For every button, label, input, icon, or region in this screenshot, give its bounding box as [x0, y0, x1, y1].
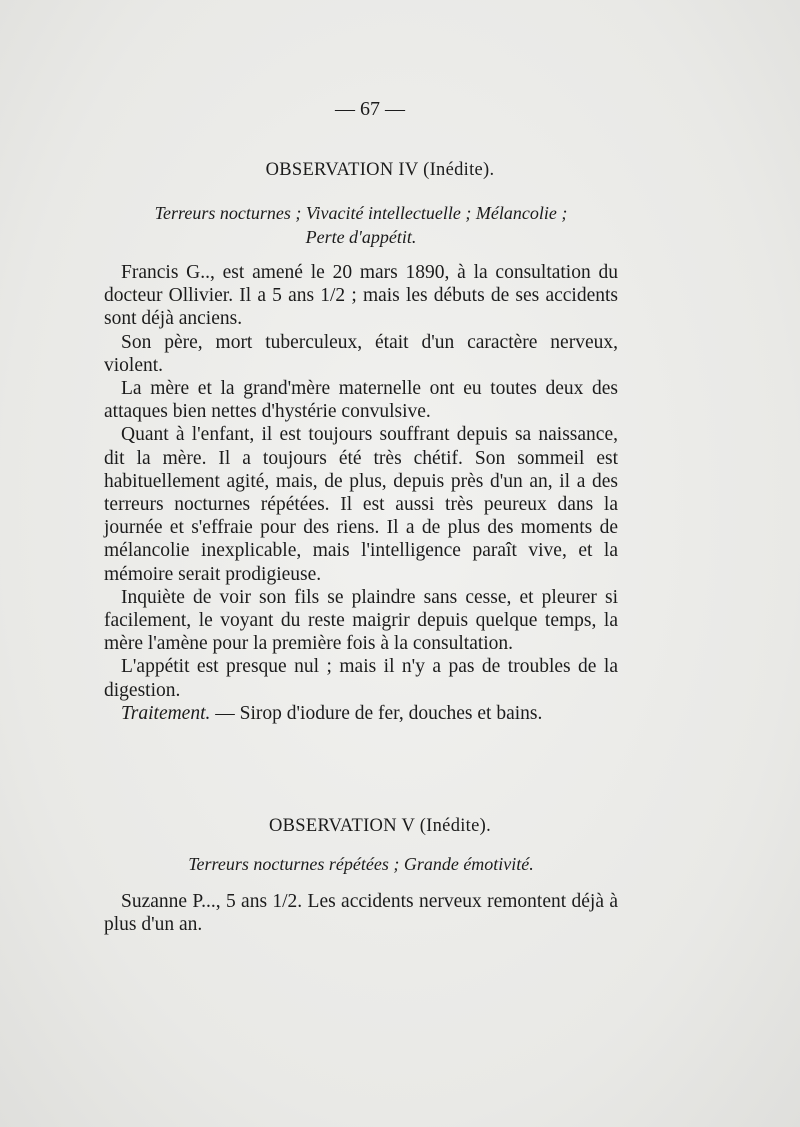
observation-4-subtitle-line2: Perte d'appétit.: [305, 227, 417, 247]
paragraph: L'appétit est presque nul ; mais il n'y a pas de troubles de la digestion.: [104, 656, 618, 701]
observation-5-subtitle: Terreurs nocturnes répétées ; Grande émotivité.: [188, 854, 534, 874]
observation-4-heading: OBSERVATION IV (Inédite).: [265, 160, 495, 180]
observation-5-heading: OBSERVATION V (Inédite).: [268, 816, 492, 836]
treatment-text: — Sirop d'iodure de fer, douches et bains.: [210, 702, 543, 724]
observation-4-subtitle: [104, 201, 618, 249]
treatment-label: Traitement.: [121, 702, 211, 724]
paragraph: Inquiète de voir son fils se plaindre sans cesse, et pleurer si facilement, le voyant du reste maigrir depuis quelque temps, la mère l'amène pour la première fois à la consultation.: [104, 586, 618, 655]
paragraph: Son père, mort tuberculeux, était d'un caractère nerveux, violent.: [104, 331, 618, 376]
observation-4-body: [104, 261, 618, 725]
paragraph: Quant à l'enfant, il est toujours souffrant depuis sa naissance, dit la mère. Il a toujours été très chétif. Son sommeil est habituellement agité, mais, de plus, depuis près d'un an, il a des terreurs nocturnes répétées. Il est aussi très peureux dans la journée et s'effraie pour des riens. Il a de plus des moments de mélancolie inexplicable, mais l'intelligence paraît vive, et la mémoire serait prodigieuse.: [104, 424, 618, 585]
page-number: — 67 —: [335, 98, 405, 120]
paragraph: Francis G.., est amené le 20 mars 1890, à la consultation du docteur Ollivier. Il a 5 ans 1/2 ; mais les débuts de ses accidents sont déjà anciens.: [104, 262, 618, 330]
treatment-paragraph: [104, 702, 618, 725]
observation-5-body: [104, 890, 618, 936]
paragraph: Suzanne P..., 5 ans 1/2. Les accidents nerveux remontent déjà à plus d'un an.: [104, 891, 618, 936]
paragraph: La mère et la grand'mère maternelle ont eu toutes deux des attaques bien nettes d'hystérie convulsive.: [104, 378, 618, 423]
observation-4-subtitle-line1: Terreurs nocturnes ; Vivacité intellectuelle ; Mélancolie ;: [154, 203, 568, 223]
